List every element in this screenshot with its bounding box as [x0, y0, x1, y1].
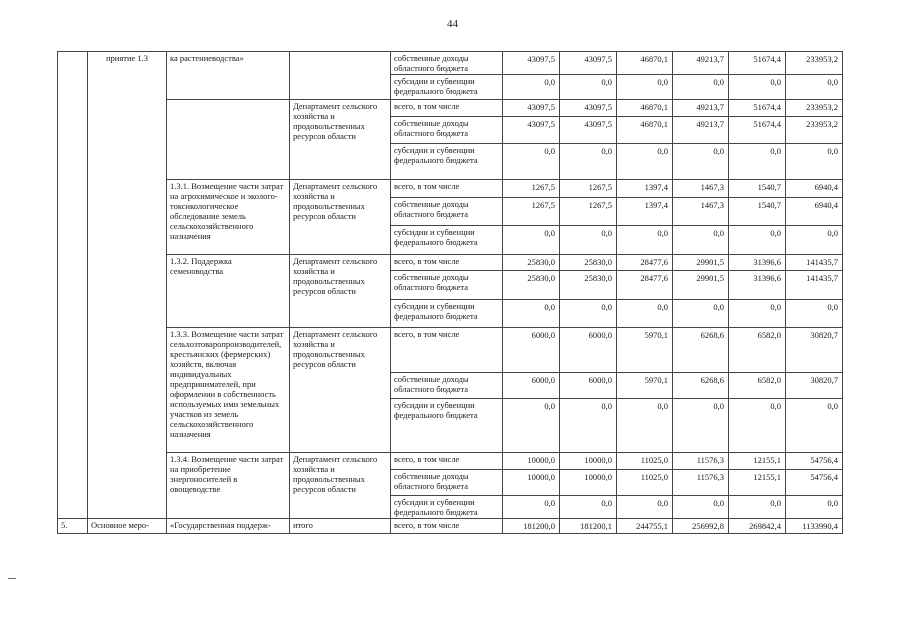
- value-cell: 0,0: [786, 496, 843, 519]
- value-cell: 0,0: [673, 144, 729, 180]
- value-cell: 0,0: [503, 300, 560, 328]
- value-cell: 31396,6: [729, 271, 786, 300]
- value-cell: 0,0: [786, 399, 843, 453]
- value-cell: 0,0: [673, 226, 729, 255]
- value-cell: 1397,4: [617, 198, 673, 226]
- value-cell: 6000,0: [503, 373, 560, 399]
- value-cell: 1267,5: [560, 180, 617, 198]
- funding-source-cell: всего, в том числе: [391, 453, 503, 470]
- value-cell: 46870,1: [617, 52, 673, 75]
- value-cell: 0,0: [560, 399, 617, 453]
- value-cell: 0,0: [673, 300, 729, 328]
- row-number-cell: 5.: [58, 519, 88, 534]
- value-cell: 0,0: [729, 75, 786, 100]
- budget-table: [57, 51, 843, 534]
- event-name-cell: 1.3.2. Поддержка семеноводства: [167, 255, 290, 328]
- funding-source-cell: субсидии и субвенции федерального бюджета: [391, 75, 503, 100]
- measure-name-cell: [88, 453, 167, 519]
- value-cell: 0,0: [560, 300, 617, 328]
- value-cell: 43097,5: [503, 52, 560, 75]
- event-name-cell: 1.3.3. Возмещение части затрат сельхозтоваропроизводителей, крестьянских (фермерских) хозяйств, включая индивидуальных предпринимателей, при оформлении в собственность используемых ими земельных участков из земель сельскохозяйственного назначения: [167, 328, 290, 453]
- value-cell: 269842,4: [729, 519, 786, 534]
- value-cell: 11025,0: [617, 453, 673, 470]
- value-cell: 30820,7: [786, 373, 843, 399]
- value-cell: 0,0: [617, 399, 673, 453]
- value-cell: 29901,5: [673, 255, 729, 271]
- value-cell: 1397,4: [617, 180, 673, 198]
- value-cell: 25830,0: [560, 255, 617, 271]
- funding-source-cell: субсидии и субвенции федерального бюджета: [391, 300, 503, 328]
- value-cell: 6582,0: [729, 373, 786, 399]
- row-number-cell: [58, 52, 88, 100]
- value-cell: 31396,6: [729, 255, 786, 271]
- value-cell: 11576,3: [673, 470, 729, 496]
- value-cell: 0,0: [503, 496, 560, 519]
- value-cell: 1267,5: [503, 180, 560, 198]
- value-cell: 43097,5: [503, 100, 560, 117]
- value-cell: 28477,6: [617, 255, 673, 271]
- value-cell: 0,0: [786, 75, 843, 100]
- event-name-cell: 1.3.1. Возмещение части затрат на агрохимическое и эколого-токсикологическое обследование земель сельскохозяйственного назначения: [167, 180, 290, 255]
- value-cell: 0,0: [786, 226, 843, 255]
- funding-source-cell: собственные доходы областного бюджета: [391, 470, 503, 496]
- row-number-cell: [58, 180, 88, 255]
- value-cell: 0,0: [786, 144, 843, 180]
- value-cell: 25830,0: [503, 271, 560, 300]
- value-cell: 5970,1: [617, 328, 673, 373]
- value-cell: 54756,4: [786, 453, 843, 470]
- funding-source-cell: всего, в том числе: [391, 328, 503, 373]
- value-cell: 54756,4: [786, 470, 843, 496]
- value-cell: 141435,7: [786, 271, 843, 300]
- event-name-cell: [167, 100, 290, 180]
- value-cell: 1467,3: [673, 180, 729, 198]
- table-row: [58, 52, 843, 75]
- value-cell: 49213,7: [673, 117, 729, 144]
- value-cell: 49213,7: [673, 100, 729, 117]
- funding-source-cell: собственные доходы областного бюджета: [391, 271, 503, 300]
- value-cell: 6268,6: [673, 328, 729, 373]
- value-cell: 233953,2: [786, 52, 843, 75]
- value-cell: 10000,0: [503, 453, 560, 470]
- value-cell: 141435,7: [786, 255, 843, 271]
- measure-name-cell: [88, 328, 167, 453]
- value-cell: 30820,7: [786, 328, 843, 373]
- measure-name-cell: приятие 1.3: [88, 52, 167, 100]
- value-cell: 0,0: [560, 75, 617, 100]
- executor-cell: Департамент сельского хозяйства и продовольственных ресурсов области: [290, 328, 391, 453]
- value-cell: 0,0: [729, 226, 786, 255]
- value-cell: 51674,4: [729, 52, 786, 75]
- funding-source-cell: субсидии и субвенции федерального бюджета: [391, 496, 503, 519]
- event-name-cell: ка растениеводства»: [167, 52, 290, 100]
- value-cell: 0,0: [503, 75, 560, 100]
- margin-mark: [8, 578, 16, 579]
- value-cell: 0,0: [729, 496, 786, 519]
- funding-source-cell: субсидии и субвенции федерального бюджета: [391, 399, 503, 453]
- value-cell: 6940,4: [786, 180, 843, 198]
- value-cell: 28477,6: [617, 271, 673, 300]
- value-cell: 10000,0: [560, 453, 617, 470]
- value-cell: 244755,1: [617, 519, 673, 534]
- value-cell: 0,0: [503, 399, 560, 453]
- executor-cell: итого: [290, 519, 391, 534]
- executor-cell: Департамент сельского хозяйства и продовольственных ресурсов области: [290, 453, 391, 519]
- value-cell: 43097,5: [560, 117, 617, 144]
- funding-source-cell: всего, в том числе: [391, 255, 503, 271]
- executor-cell: [290, 52, 391, 100]
- table-row: [58, 100, 843, 117]
- table-row: [58, 328, 843, 373]
- measure-name-cell: [88, 180, 167, 255]
- value-cell: 1467,3: [673, 198, 729, 226]
- executor-cell: Департамент сельского хозяйства и продовольственных ресурсов области: [290, 100, 391, 180]
- value-cell: 6000,0: [503, 328, 560, 373]
- funding-source-cell: собственные доходы областного бюджета: [391, 198, 503, 226]
- value-cell: 0,0: [729, 399, 786, 453]
- value-cell: 25830,0: [503, 255, 560, 271]
- value-cell: 29901,5: [673, 271, 729, 300]
- value-cell: 0,0: [617, 300, 673, 328]
- funding-source-cell: собственные доходы областного бюджета: [391, 52, 503, 75]
- value-cell: 233953,2: [786, 117, 843, 144]
- value-cell: 181200,1: [560, 519, 617, 534]
- value-cell: 0,0: [786, 300, 843, 328]
- value-cell: 0,0: [503, 226, 560, 255]
- value-cell: 43097,5: [560, 52, 617, 75]
- table-row: [58, 519, 843, 534]
- row-number-cell: [58, 328, 88, 453]
- executor-cell: Департамент сельского хозяйства и продовольственных ресурсов области: [290, 255, 391, 328]
- value-cell: 6582,0: [729, 328, 786, 373]
- value-cell: 233953,2: [786, 100, 843, 117]
- value-cell: 12155,1: [729, 453, 786, 470]
- value-cell: 43097,5: [503, 117, 560, 144]
- row-number-cell: [58, 100, 88, 180]
- value-cell: 10000,0: [503, 470, 560, 496]
- value-cell: 12155,1: [729, 470, 786, 496]
- value-cell: 25830,0: [560, 271, 617, 300]
- measure-name-cell: Основное меро-: [88, 519, 167, 534]
- funding-source-cell: собственные доходы областного бюджета: [391, 117, 503, 144]
- value-cell: 0,0: [673, 75, 729, 100]
- funding-source-cell: собственные доходы областного бюджета: [391, 373, 503, 399]
- funding-source-cell: всего, в том числе: [391, 100, 503, 117]
- value-cell: 0,0: [729, 300, 786, 328]
- page-number: 44: [447, 18, 458, 30]
- table-row: [58, 180, 843, 198]
- value-cell: 46870,1: [617, 117, 673, 144]
- funding-source-cell: всего, в том числе: [391, 519, 503, 534]
- event-name-cell: 1.3.4. Возмещение части затрат на приобретение энергоносителей в овощеводстве: [167, 453, 290, 519]
- value-cell: 0,0: [673, 399, 729, 453]
- funding-source-cell: всего, в том числе: [391, 180, 503, 198]
- value-cell: 51674,4: [729, 100, 786, 117]
- executor-cell: Департамент сельского хозяйства и продовольственных ресурсов области: [290, 180, 391, 255]
- value-cell: 6000,0: [560, 328, 617, 373]
- value-cell: 10000,0: [560, 470, 617, 496]
- value-cell: 11025,0: [617, 470, 673, 496]
- value-cell: 0,0: [617, 144, 673, 180]
- value-cell: 49213,7: [673, 52, 729, 75]
- event-name-cell: «Государственная поддерж-: [167, 519, 290, 534]
- value-cell: 1267,5: [560, 198, 617, 226]
- value-cell: 0,0: [617, 496, 673, 519]
- value-cell: 5970,1: [617, 373, 673, 399]
- measure-name-cell: [88, 255, 167, 328]
- value-cell: 51674,4: [729, 117, 786, 144]
- value-cell: 43097,5: [560, 100, 617, 117]
- value-cell: 0,0: [617, 75, 673, 100]
- value-cell: 0,0: [729, 144, 786, 180]
- value-cell: 1133990,4: [786, 519, 843, 534]
- value-cell: 0,0: [560, 496, 617, 519]
- measure-name-cell: [88, 100, 167, 180]
- value-cell: 1540,7: [729, 198, 786, 226]
- row-number-cell: [58, 453, 88, 519]
- value-cell: 0,0: [503, 144, 560, 180]
- value-cell: 181200,0: [503, 519, 560, 534]
- value-cell: 11576,3: [673, 453, 729, 470]
- funding-source-cell: субсидии и субвенции федерального бюджета: [391, 226, 503, 255]
- funding-source-cell: субсидии и субвенции федерального бюджета: [391, 144, 503, 180]
- value-cell: 1540,7: [729, 180, 786, 198]
- value-cell: 0,0: [560, 226, 617, 255]
- value-cell: 0,0: [560, 144, 617, 180]
- table-row: [58, 255, 843, 271]
- value-cell: 6268,6: [673, 373, 729, 399]
- value-cell: 46870,1: [617, 100, 673, 117]
- row-number-cell: [58, 255, 88, 328]
- value-cell: 6000,0: [560, 373, 617, 399]
- value-cell: 0,0: [617, 226, 673, 255]
- value-cell: 256992,8: [673, 519, 729, 534]
- value-cell: 1267,5: [503, 198, 560, 226]
- table-row: [58, 453, 843, 470]
- value-cell: 6940,4: [786, 198, 843, 226]
- value-cell: 0,0: [673, 496, 729, 519]
